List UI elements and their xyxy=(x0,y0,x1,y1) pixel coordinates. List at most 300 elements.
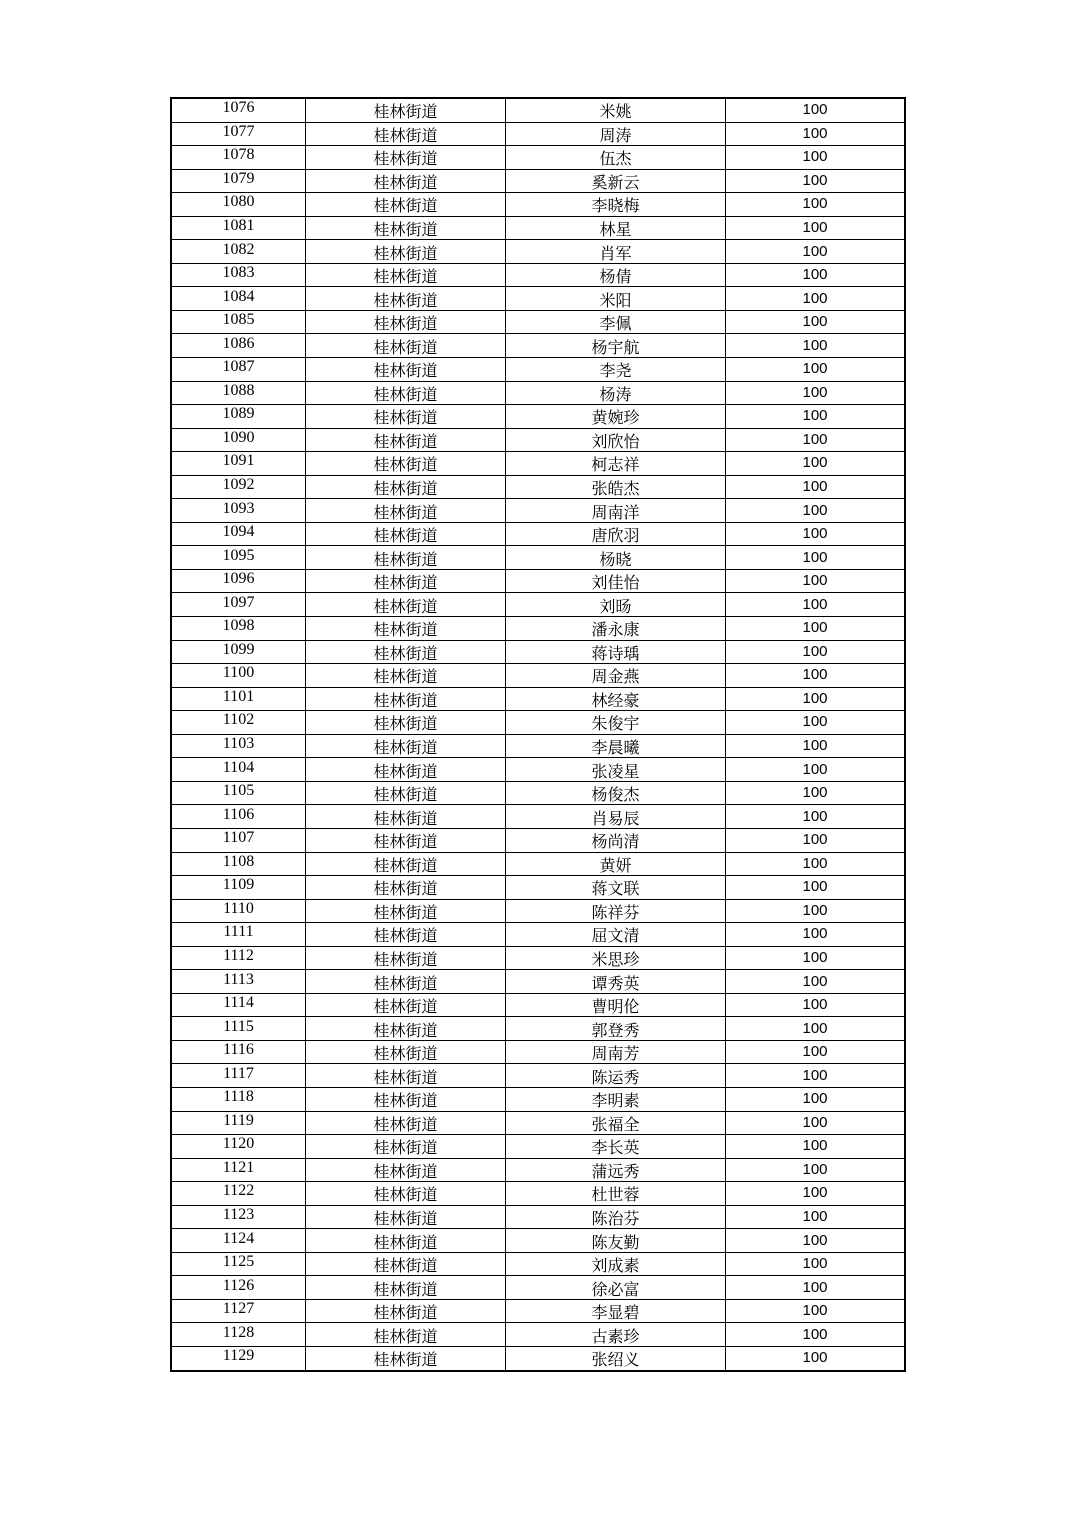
table-row xyxy=(171,452,905,476)
person-name-cell xyxy=(506,1346,726,1370)
amount-cell-text: 100 xyxy=(802,1066,828,1084)
table-row xyxy=(171,781,905,805)
person-name-cell-text: 肖军 xyxy=(599,243,632,263)
street-cell-text: 桂林街道 xyxy=(373,125,438,145)
street-cell-text: 桂林街道 xyxy=(373,1256,438,1276)
street-cell-text: 桂林街道 xyxy=(373,479,438,499)
street-cell xyxy=(306,287,506,311)
amount-cell-text: 100 xyxy=(802,972,828,990)
serial-number-cell xyxy=(171,546,306,570)
street-cell-text: 桂林街道 xyxy=(373,1303,438,1323)
street-cell xyxy=(306,146,506,170)
serial-number-cell-text: 1087 xyxy=(222,358,255,376)
table-row xyxy=(171,122,905,146)
serial-number-cell-text: 1125 xyxy=(222,1253,255,1271)
amount-cell-text: 100 xyxy=(802,1207,828,1225)
street-cell xyxy=(306,428,506,452)
street-cell-text: 桂林街道 xyxy=(373,102,438,122)
person-name-cell-text: 杨宇航 xyxy=(591,337,640,357)
table-row xyxy=(171,405,905,429)
amount-cell-text: 100 xyxy=(802,1160,828,1178)
table-row xyxy=(171,593,905,617)
person-name-cell-text: 李长英 xyxy=(591,1138,640,1158)
serial-number-cell xyxy=(171,1135,306,1159)
serial-number-cell xyxy=(171,405,306,429)
street-cell-text: 桂林街道 xyxy=(373,220,438,239)
street-cell-text: 桂林街道 xyxy=(373,1138,438,1158)
street-cell xyxy=(306,499,506,523)
street-cell-text: 桂林街道 xyxy=(373,549,438,569)
street-cell xyxy=(306,828,506,852)
street-cell xyxy=(306,1064,506,1088)
street-cell-text: 桂林街道 xyxy=(373,1350,438,1370)
serial-number-cell-text: 1119 xyxy=(223,1111,254,1129)
street-cell-text: 桂林街道 xyxy=(373,384,438,404)
person-name-cell xyxy=(506,1276,726,1300)
amount-cell-text: 100 xyxy=(802,572,828,590)
person-name-cell xyxy=(506,734,726,758)
person-name-cell xyxy=(506,899,726,923)
amount-cell xyxy=(726,1040,906,1064)
person-name-cell-text: 米阳 xyxy=(599,290,632,310)
street-cell-text: 桂林街道 xyxy=(373,1185,438,1205)
table-row xyxy=(171,287,905,311)
amount-cell xyxy=(726,1323,906,1347)
street-cell-text: 桂林街道 xyxy=(373,879,438,899)
person-name-cell xyxy=(506,711,726,735)
person-name-cell xyxy=(506,428,726,452)
amount-cell-text: 100 xyxy=(802,948,828,966)
amount-cell-text: 100 xyxy=(802,548,828,566)
serial-number-cell-text: 1082 xyxy=(222,240,255,258)
street-cell xyxy=(306,617,506,641)
serial-number-cell-text: 1113 xyxy=(223,970,254,988)
amount-cell-text: 100 xyxy=(802,996,828,1014)
street-cell-text: 桂林街道 xyxy=(373,761,438,781)
table-row xyxy=(171,98,905,122)
amount-cell xyxy=(726,970,906,994)
table-row xyxy=(171,1111,905,1135)
amount-cell xyxy=(726,287,906,311)
street-cell-text: 桂林街道 xyxy=(373,902,438,922)
serial-number-cell xyxy=(171,1087,306,1111)
street-cell xyxy=(306,522,506,546)
person-name-cell xyxy=(506,1017,726,1041)
amount-cell xyxy=(726,1252,906,1276)
serial-number-cell-text: 1091 xyxy=(222,452,255,470)
serial-number-cell-text: 1110 xyxy=(223,899,254,917)
person-name-cell xyxy=(506,1135,726,1159)
person-name-cell xyxy=(506,1205,726,1229)
person-name-cell xyxy=(506,640,726,664)
street-cell xyxy=(306,593,506,617)
amount-cell xyxy=(726,193,906,217)
person-name-cell xyxy=(506,193,726,217)
person-name-cell xyxy=(506,1158,726,1182)
person-name-cell xyxy=(506,1229,726,1253)
street-cell xyxy=(306,310,506,334)
serial-number-cell-text: 1121 xyxy=(222,1158,255,1176)
person-name-cell xyxy=(506,1182,726,1206)
person-name-cell-text: 张皓杰 xyxy=(591,479,640,499)
amount-cell-text: 100 xyxy=(802,925,828,943)
serial-number-cell xyxy=(171,664,306,688)
table-row xyxy=(171,1017,905,1041)
amount-cell xyxy=(726,1229,906,1253)
amount-cell xyxy=(726,805,906,829)
serial-number-cell-text: 1111 xyxy=(223,923,254,941)
street-cell xyxy=(306,546,506,570)
street-cell xyxy=(306,664,506,688)
serial-number-cell-text: 1117 xyxy=(223,1064,254,1082)
amount-cell xyxy=(726,1158,906,1182)
roster-table xyxy=(170,97,906,1372)
street-cell-text: 桂林街道 xyxy=(373,573,438,593)
street-cell-text: 桂林街道 xyxy=(373,690,438,710)
serial-number-cell-text: 1123 xyxy=(222,1205,255,1223)
amount-cell xyxy=(726,1135,906,1159)
serial-number-cell-text: 1086 xyxy=(222,334,255,352)
serial-number-cell-text: 1097 xyxy=(222,593,255,611)
street-cell xyxy=(306,1252,506,1276)
person-name-cell xyxy=(506,240,726,264)
person-name-cell xyxy=(506,334,726,358)
street-cell xyxy=(306,475,506,499)
amount-cell xyxy=(726,428,906,452)
street-cell xyxy=(306,193,506,217)
amount-cell-text: 100 xyxy=(802,1231,828,1249)
person-name-cell-text: 蒋诗瑀 xyxy=(591,643,640,663)
person-name-cell-text: 杨晓 xyxy=(599,549,632,569)
serial-number-cell-text: 1094 xyxy=(222,523,255,541)
person-name-cell-text: 黄妍 xyxy=(599,855,632,875)
amount-cell xyxy=(726,993,906,1017)
person-name-cell-text: 屈文清 xyxy=(591,926,640,946)
street-cell xyxy=(306,1276,506,1300)
amount-cell xyxy=(726,263,906,287)
amount-cell xyxy=(726,640,906,664)
amount-cell-text: 100 xyxy=(802,171,828,189)
person-name-cell-text: 米思珍 xyxy=(591,949,640,969)
amount-cell xyxy=(726,734,906,758)
serial-number-cell-text: 1102 xyxy=(222,711,255,729)
table-row xyxy=(171,852,905,876)
person-name-cell xyxy=(506,499,726,523)
serial-number-cell-text: 1116 xyxy=(223,1041,254,1059)
person-name-cell-text: 陈友勤 xyxy=(591,1232,640,1252)
serial-number-cell-text: 1115 xyxy=(223,1017,254,1035)
amount-cell xyxy=(726,711,906,735)
amount-cell xyxy=(726,310,906,334)
person-name-cell xyxy=(506,993,726,1017)
person-name-cell-text: 周南洋 xyxy=(591,502,640,522)
serial-number-cell xyxy=(171,1229,306,1253)
serial-number-cell xyxy=(171,522,306,546)
amount-cell-text: 100 xyxy=(802,1255,828,1273)
amount-cell xyxy=(726,617,906,641)
person-name-cell-text: 黄婉珍 xyxy=(591,408,640,428)
amount-cell-text: 100 xyxy=(802,501,828,519)
table-row xyxy=(171,146,905,170)
person-name-cell-text: 张绍义 xyxy=(591,1350,640,1370)
serial-number-cell xyxy=(171,1158,306,1182)
amount-cell-text: 100 xyxy=(802,689,828,707)
street-cell-text: 桂林街道 xyxy=(373,620,438,640)
serial-number-cell-text: 1122 xyxy=(222,1182,255,1200)
serial-number-cell xyxy=(171,805,306,829)
amount-cell xyxy=(726,946,906,970)
person-name-cell-text: 周南芳 xyxy=(591,1044,640,1064)
table-row xyxy=(171,1299,905,1323)
street-cell-text: 桂林街道 xyxy=(373,1279,438,1299)
serial-number-cell-text: 1127 xyxy=(222,1300,255,1318)
amount-cell-text: 100 xyxy=(802,383,828,401)
amount-cell-text: 100 xyxy=(802,901,828,919)
table-row xyxy=(171,522,905,546)
person-name-cell-text: 蒋文联 xyxy=(591,879,640,899)
person-name-cell xyxy=(506,98,726,122)
amount-cell xyxy=(726,146,906,170)
person-name-cell-text: 唐欣羽 xyxy=(591,526,640,546)
serial-number-cell xyxy=(171,687,306,711)
serial-number-cell-text: 1129 xyxy=(222,1347,255,1365)
table-row xyxy=(171,1158,905,1182)
serial-number-cell-text: 1128 xyxy=(222,1323,255,1341)
person-name-cell-text: 肖易辰 xyxy=(591,808,640,828)
serial-number-cell-text: 1090 xyxy=(222,428,255,446)
street-cell xyxy=(306,946,506,970)
serial-number-cell xyxy=(171,876,306,900)
table-row xyxy=(171,711,905,735)
table-row xyxy=(171,1087,905,1111)
serial-number-cell xyxy=(171,1252,306,1276)
street-cell-text: 桂林街道 xyxy=(373,1067,438,1087)
serial-number-cell-text: 1106 xyxy=(222,805,255,823)
serial-number-cell xyxy=(171,475,306,499)
serial-number-cell xyxy=(171,758,306,782)
street-cell xyxy=(306,98,506,122)
person-name-cell xyxy=(506,687,726,711)
amount-cell-text: 100 xyxy=(802,760,828,778)
person-name-cell xyxy=(506,1111,726,1135)
person-name-cell-text: 徐必富 xyxy=(591,1279,640,1299)
amount-cell xyxy=(726,1276,906,1300)
amount-cell-text: 100 xyxy=(802,713,828,731)
street-cell-text: 桂林街道 xyxy=(373,949,438,969)
amount-cell xyxy=(726,546,906,570)
street-cell xyxy=(306,1229,506,1253)
person-name-cell xyxy=(506,475,726,499)
serial-number-cell xyxy=(171,122,306,146)
serial-number-cell-text: 1107 xyxy=(222,829,255,847)
street-cell-text: 桂林街道 xyxy=(373,1044,438,1064)
serial-number-cell xyxy=(171,593,306,617)
person-name-cell-text: 李晨曦 xyxy=(591,738,640,758)
amount-cell xyxy=(726,758,906,782)
amount-cell-text: 100 xyxy=(802,737,828,755)
street-cell-text: 桂林街道 xyxy=(373,1091,438,1111)
amount-cell xyxy=(726,122,906,146)
person-name-cell-text: 杨涛 xyxy=(599,384,632,404)
street-cell xyxy=(306,640,506,664)
street-cell-text: 桂林街道 xyxy=(373,738,438,758)
table-row xyxy=(171,828,905,852)
street-cell-text: 桂林街道 xyxy=(373,337,438,357)
serial-number-cell xyxy=(171,334,306,358)
street-cell-text: 桂林街道 xyxy=(373,1161,438,1181)
amount-cell-text: 100 xyxy=(802,313,828,331)
street-cell-text: 桂林街道 xyxy=(373,526,438,546)
serial-number-cell xyxy=(171,1017,306,1041)
person-name-cell-text: 林经豪 xyxy=(591,690,640,710)
serial-number-cell-text: 1085 xyxy=(222,311,255,329)
serial-number-cell xyxy=(171,1346,306,1370)
serial-number-cell xyxy=(171,1111,306,1135)
street-cell-text: 桂林街道 xyxy=(373,267,438,287)
person-name-cell-text: 朱俊宇 xyxy=(591,714,640,734)
street-cell-text: 桂林街道 xyxy=(373,361,438,381)
street-cell-text: 桂林街道 xyxy=(373,855,438,875)
amount-cell-text: 100 xyxy=(802,619,828,637)
serial-number-cell xyxy=(171,193,306,217)
table-row xyxy=(171,664,905,688)
serial-number-cell-text: 1079 xyxy=(222,169,255,187)
amount-cell-text: 100 xyxy=(802,784,828,802)
person-name-cell xyxy=(506,310,726,334)
person-name-cell xyxy=(506,287,726,311)
street-cell-text: 桂林街道 xyxy=(373,785,438,805)
person-name-cell-text: 刘旸 xyxy=(599,596,632,616)
street-cell-text: 桂林街道 xyxy=(373,808,438,828)
street-cell xyxy=(306,334,506,358)
serial-number-cell-text: 1080 xyxy=(222,193,255,211)
table-row xyxy=(171,993,905,1017)
table-row xyxy=(171,546,905,570)
table-row xyxy=(171,169,905,193)
table-row xyxy=(171,310,905,334)
amount-cell xyxy=(726,169,906,193)
amount-cell xyxy=(726,923,906,947)
person-name-cell xyxy=(506,758,726,782)
table-row xyxy=(171,946,905,970)
person-name-cell-text: 杨俊杰 xyxy=(591,785,640,805)
person-name-cell xyxy=(506,381,726,405)
person-name-cell-text: 潘永康 xyxy=(591,620,640,640)
person-name-cell-text: 杜世蓉 xyxy=(591,1185,640,1205)
person-name-cell xyxy=(506,569,726,593)
serial-number-cell xyxy=(171,452,306,476)
person-name-cell xyxy=(506,216,726,240)
street-cell xyxy=(306,993,506,1017)
amount-cell xyxy=(726,899,906,923)
street-cell-text: 桂林街道 xyxy=(373,502,438,522)
serial-number-cell xyxy=(171,287,306,311)
serial-number-cell xyxy=(171,1299,306,1323)
street-cell xyxy=(306,1111,506,1135)
street-cell-text: 桂林街道 xyxy=(373,314,438,334)
person-name-cell xyxy=(506,263,726,287)
amount-cell-text: 100 xyxy=(802,266,828,284)
amount-cell-text: 100 xyxy=(802,101,828,119)
serial-number-cell-text: 1103 xyxy=(222,735,255,753)
serial-number-cell-text: 1118 xyxy=(223,1088,254,1106)
person-name-cell-text: 张福全 xyxy=(591,1114,640,1134)
serial-number-cell-text: 1096 xyxy=(222,570,255,588)
person-name-cell xyxy=(506,781,726,805)
serial-number-cell xyxy=(171,358,306,382)
person-name-cell-text: 刘佳怡 xyxy=(591,573,640,593)
amount-cell xyxy=(726,593,906,617)
serial-number-cell-text: 1083 xyxy=(222,264,255,282)
serial-number-cell xyxy=(171,381,306,405)
amount-cell xyxy=(726,334,906,358)
street-cell xyxy=(306,381,506,405)
table-row xyxy=(171,475,905,499)
serial-number-cell xyxy=(171,617,306,641)
street-cell xyxy=(306,805,506,829)
person-name-cell-text: 周金燕 xyxy=(591,667,640,687)
amount-cell-text: 100 xyxy=(802,1302,828,1320)
serial-number-cell-text: 1100 xyxy=(222,664,255,682)
serial-number-cell xyxy=(171,240,306,264)
street-cell xyxy=(306,1135,506,1159)
serial-number-cell xyxy=(171,734,306,758)
amount-cell xyxy=(726,876,906,900)
street-cell-text: 桂林街道 xyxy=(373,149,438,169)
street-cell-text: 桂林街道 xyxy=(373,596,438,616)
person-name-cell xyxy=(506,664,726,688)
street-cell-text: 桂林街道 xyxy=(373,1326,438,1346)
serial-number-cell-text: 1124 xyxy=(222,1229,255,1247)
street-cell-text: 桂林街道 xyxy=(373,290,438,310)
person-name-cell-text: 蒲远秀 xyxy=(591,1161,640,1181)
amount-cell-text: 100 xyxy=(802,831,828,849)
table-row xyxy=(171,1252,905,1276)
street-cell-text: 桂林街道 xyxy=(373,172,438,192)
street-cell xyxy=(306,1323,506,1347)
person-name-cell-text: 刘成素 xyxy=(591,1256,640,1276)
serial-number-cell-text: 1078 xyxy=(222,146,255,164)
amount-cell xyxy=(726,781,906,805)
serial-number-cell xyxy=(171,1276,306,1300)
person-name-cell-text: 奚新云 xyxy=(591,172,640,192)
amount-cell-text: 100 xyxy=(802,195,828,213)
amount-cell-text: 100 xyxy=(802,595,828,613)
street-cell xyxy=(306,852,506,876)
person-name-cell-text: 陈运秀 xyxy=(591,1067,640,1087)
amount-cell-text: 100 xyxy=(802,1090,828,1108)
table-row xyxy=(171,499,905,523)
street-cell-text: 桂林街道 xyxy=(373,431,438,451)
amount-cell-text: 100 xyxy=(802,454,828,472)
person-name-cell xyxy=(506,122,726,146)
serial-number-cell-text: 1088 xyxy=(222,381,255,399)
serial-number-cell xyxy=(171,499,306,523)
street-cell-text: 桂林街道 xyxy=(373,926,438,946)
table-row xyxy=(171,240,905,264)
serial-number-cell xyxy=(171,852,306,876)
table-row xyxy=(171,687,905,711)
amount-cell-text: 100 xyxy=(802,242,828,260)
street-cell xyxy=(306,263,506,287)
street-cell-text: 桂林街道 xyxy=(373,1020,438,1040)
person-name-cell-text: 周涛 xyxy=(599,125,632,145)
serial-number-cell xyxy=(171,428,306,452)
amount-cell-text: 100 xyxy=(802,1043,828,1061)
serial-number-cell-text: 1076 xyxy=(222,99,255,117)
serial-number-cell xyxy=(171,640,306,664)
street-cell xyxy=(306,1182,506,1206)
